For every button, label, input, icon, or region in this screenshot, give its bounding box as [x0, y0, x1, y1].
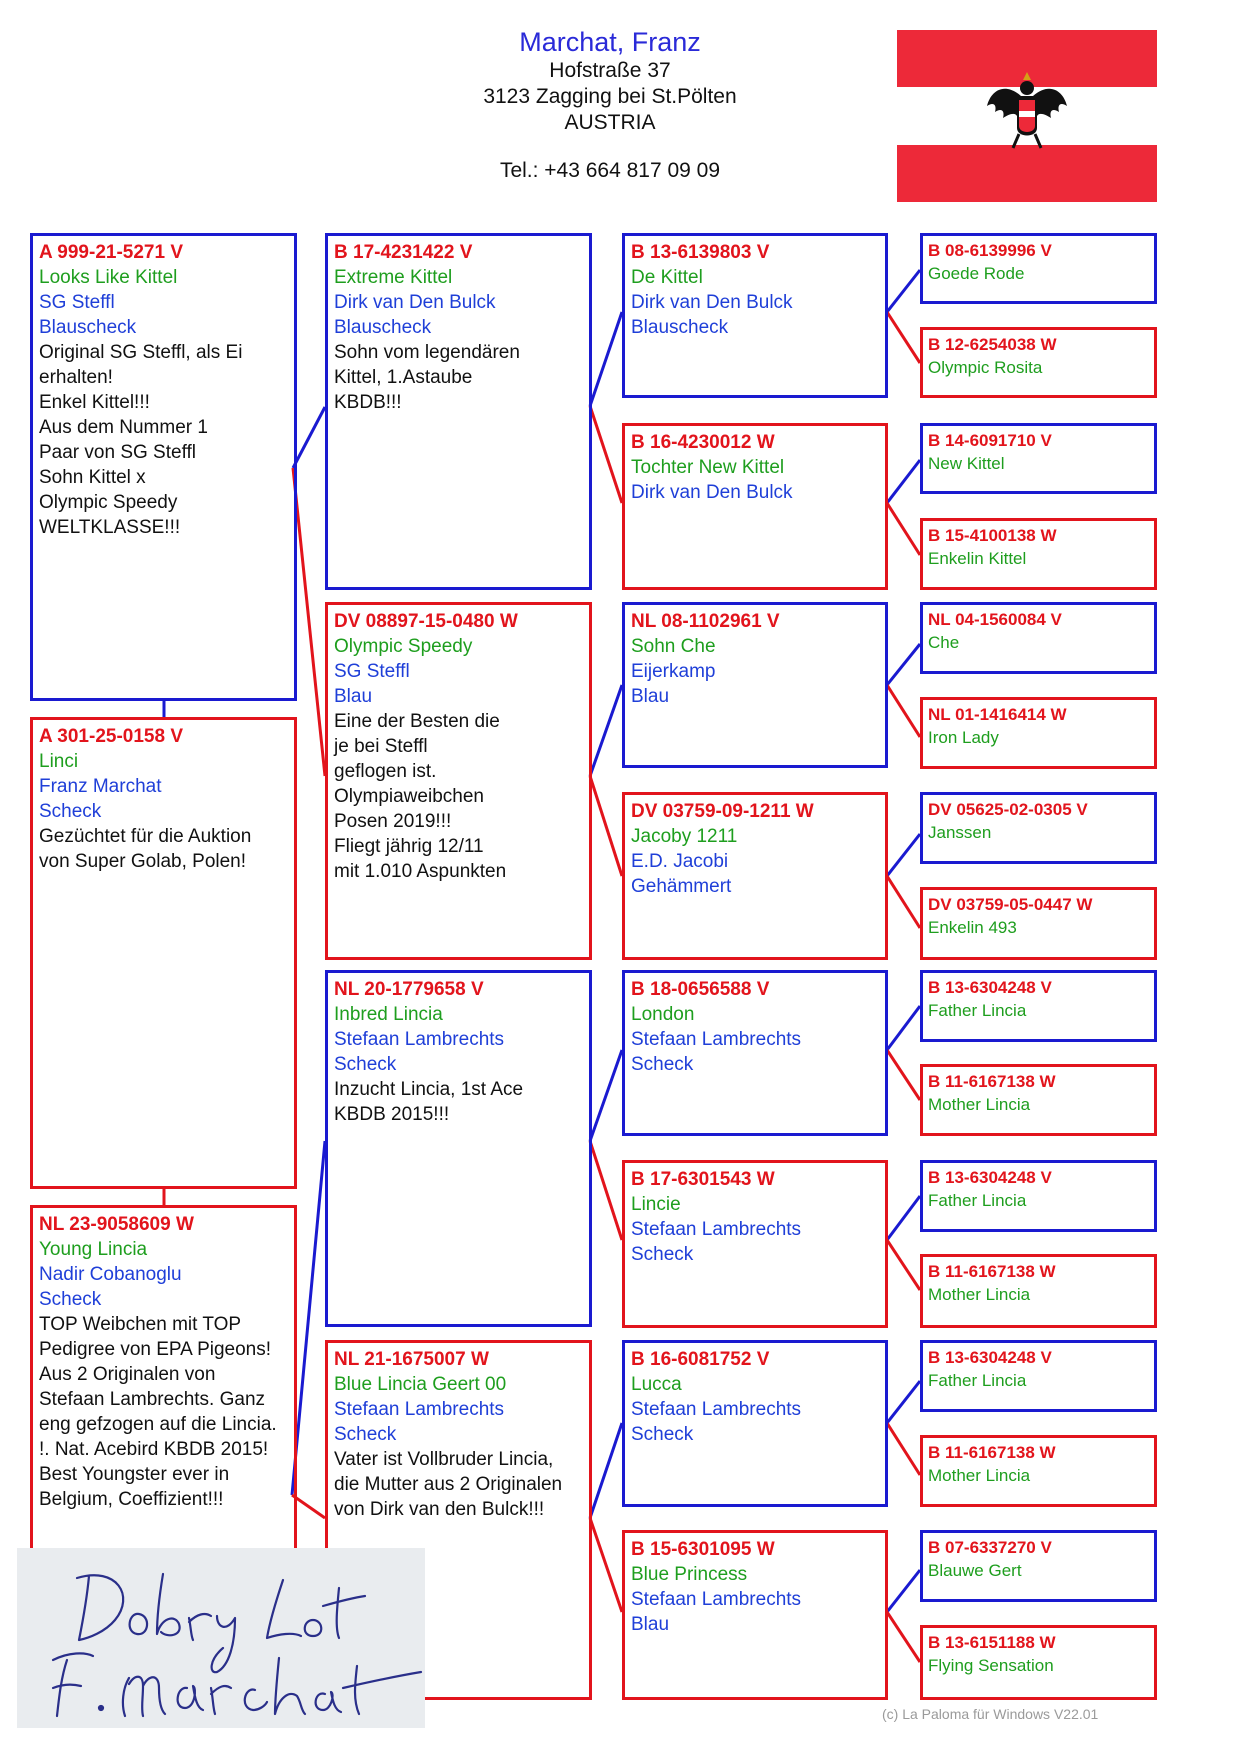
pigeon-name: Blue Lincia Geert 00: [334, 1374, 507, 1395]
pigeon-note: Vater ist Vollbruder Lincia, die Mutter aus 2 Originalen von Dirk van den Bulck!!!: [334, 1449, 563, 1520]
parent-card[interactable]: [325, 233, 592, 590]
pigeon-name: Inbred Lincia: [334, 1004, 443, 1025]
pigeon-name: Father Lincia: [928, 1371, 1027, 1390]
ring-number: DV 03759-05-0447 W: [928, 895, 1093, 914]
ring-number: B 11-6167138 W: [928, 1262, 1056, 1281]
pigeon-color: Gehämmert: [631, 876, 732, 897]
ring-number: A 999-21-5271 V: [39, 242, 184, 263]
owner-street: Hofstraße 37: [549, 59, 671, 82]
pigeon-color: Scheck: [39, 1289, 102, 1310]
great-grandparent-card[interactable]: [920, 970, 1157, 1042]
grandparent-card[interactable]: [622, 1340, 888, 1507]
ring-number: B 16-6081752 V: [631, 1349, 770, 1370]
grandparent-card[interactable]: [622, 1530, 888, 1700]
ring-number: NL 01-1416414 W: [928, 705, 1067, 724]
ring-number: B 13-6304248 V: [928, 1168, 1052, 1187]
pigeon-name: Sohn Che: [631, 636, 716, 657]
ring-number: A 301-25-0158 V: [39, 726, 184, 747]
pigeon-color: Blau: [334, 686, 373, 707]
breeder: E.D. Jacobi: [631, 851, 729, 872]
pigeon-name: Enkelin 493: [928, 918, 1017, 937]
pigeon-name: Olympic Rosita: [928, 358, 1043, 377]
pigeon-name: Blauwe Gert: [928, 1561, 1022, 1580]
breeder: Stefaan Lambrechts: [631, 1589, 802, 1610]
ring-number: B 17-4231422 V: [334, 242, 473, 263]
pigeon-name: New Kittel: [928, 454, 1005, 473]
ring-number: NL 08-1102961 V: [631, 611, 780, 632]
pigeon-color: Scheck: [631, 1244, 694, 1265]
subject-card[interactable]: [30, 233, 297, 701]
pigeon-name: Father Lincia: [928, 1191, 1027, 1210]
great-grandparent-card[interactable]: [920, 602, 1157, 674]
grandparent-card[interactable]: [622, 233, 888, 398]
ring-number: B 15-4100138 W: [928, 526, 1057, 545]
pigeon-note: TOP Weibchen mit TOP Pedigree von EPA Pigeons! Aus 2 Originalen von Stefaan Lambrechts. Ganz eng gefzogen auf die Lincia. !. Nat. Acebird KBDB 2015! Best Youngster ever in Belgium, Coeffizient!!!: [39, 1314, 277, 1510]
breeder: Dirk van Den Bulck: [631, 292, 793, 313]
ring-number: B 13-6304248 V: [928, 978, 1052, 997]
pigeon-note: Original SG Steffl, als Ei erhalten! Enkel Kittel!!! Aus dem Nummer 1 Paar von SG Steffl Sohn Kittel x Olympic Speedy WELTKLASSE!!!: [39, 342, 243, 538]
great-grandparent-card[interactable]: [920, 327, 1157, 398]
pigeon-name: Jacoby 1211: [631, 826, 738, 847]
ring-number: B 17-6301543 W: [631, 1169, 775, 1190]
grandparent-card[interactable]: [622, 423, 888, 590]
pigeon-name: Olympic Speedy: [334, 636, 473, 657]
pigeon-name: Goede Rode: [928, 264, 1025, 283]
breeder: Franz Marchat: [39, 776, 162, 797]
great-grandparent-card[interactable]: [920, 1435, 1157, 1507]
pigeon-name: Linci: [39, 751, 79, 772]
ring-number: B 18-0656588 V: [631, 979, 770, 1000]
breeder: Stefaan Lambrechts: [631, 1219, 802, 1240]
owner-name: Marchat, Franz: [519, 27, 701, 57]
pigeon-name: Tochter New Kittel: [631, 457, 785, 478]
breeder: Dirk van Den Bulck: [631, 482, 793, 503]
great-grandparent-card[interactable]: [920, 1625, 1157, 1700]
pigeon-color: Blau: [631, 1614, 670, 1635]
ring-number: B 11-6167138 W: [928, 1072, 1056, 1091]
ring-number: DV 05625-02-0305 V: [928, 800, 1088, 819]
ring-number: B 13-6151188 W: [928, 1633, 1056, 1652]
pigeon-name: Iron Lady: [928, 728, 999, 747]
pigeon-name: Flying Sensation: [928, 1656, 1054, 1675]
great-grandparent-card[interactable]: [920, 887, 1157, 960]
breeder: Nadir Cobanoglu: [39, 1264, 182, 1285]
grandparent-card[interactable]: [622, 1160, 888, 1328]
owner-phone: Tel.: +43 664 817 09 09: [499, 159, 721, 182]
pigeon-name: De Kittel: [631, 267, 703, 288]
ring-number: DV 03759-09-1211 W: [631, 801, 814, 822]
pigeon-name: Mother Lincia: [928, 1466, 1031, 1485]
great-grandparent-card[interactable]: [920, 1530, 1157, 1602]
ring-number: NL 04-1560084 V: [928, 610, 1062, 629]
pigeon-name: Young Lincia: [39, 1239, 148, 1260]
ring-number: NL 20-1779658 V: [334, 979, 484, 1000]
breeder: Eijerkamp: [631, 661, 716, 682]
pigeon-name: Extreme Kittel: [334, 267, 453, 288]
owner-country: AUSTRIA: [564, 111, 656, 134]
ring-number: B 16-4230012 W: [631, 432, 775, 453]
ring-number: B 14-6091710 V: [928, 431, 1052, 450]
pigeon-note: Inzucht Lincia, 1st Ace KBDB 2015!!!: [334, 1079, 524, 1125]
pigeon-color: Blauscheck: [631, 317, 729, 338]
pigeon-color: Blauscheck: [334, 317, 432, 338]
great-grandparent-card[interactable]: [920, 423, 1157, 494]
pigeon-name: Looks Like Kittel: [39, 267, 178, 288]
owner-city: 3123 Zagging bei St.Pölten: [483, 85, 737, 108]
ring-number: NL 23-9058609 W: [39, 1214, 194, 1235]
ring-number: B 12-6254038 W: [928, 335, 1057, 354]
great-grandparent-card[interactable]: [920, 1340, 1157, 1412]
grandparent-card[interactable]: [622, 970, 888, 1136]
great-grandparent-card[interactable]: [920, 1254, 1157, 1328]
pigeon-name: Mother Lincia: [928, 1095, 1031, 1114]
pigeon-color: Scheck: [631, 1054, 694, 1075]
breeder: Stefaan Lambrechts: [334, 1029, 505, 1050]
ring-number: B 13-6304248 V: [928, 1348, 1052, 1367]
great-grandparent-card[interactable]: [920, 1064, 1157, 1136]
pigeon-name: Che: [928, 633, 960, 652]
pigeon-color: Blau: [631, 686, 670, 707]
great-grandparent-card[interactable]: [920, 1160, 1157, 1232]
ring-number: B 15-6301095 W: [631, 1539, 775, 1560]
great-grandparent-card[interactable]: [920, 792, 1157, 864]
pigeon-note: Gezüchtet für die Auktion von Super Golab, Polen!: [39, 826, 252, 872]
handwritten-signature: [17, 1548, 425, 1728]
grandparent-card[interactable]: [622, 602, 888, 768]
ring-number: B 11-6167138 W: [928, 1443, 1056, 1462]
breeder: SG Steffl: [39, 292, 115, 313]
pigeon-color: Scheck: [39, 801, 102, 822]
ring-number: B 08-6139996 V: [928, 241, 1052, 260]
ring-number: DV 08897-15-0480 W: [334, 611, 518, 632]
pigeon-name: Enkelin Kittel: [928, 549, 1027, 568]
pigeon-name: Blue Princess: [631, 1564, 748, 1585]
pigeon-color: Scheck: [334, 1424, 397, 1445]
ring-number: B 07-6337270 V: [928, 1538, 1052, 1557]
great-grandparent-card[interactable]: [920, 233, 1157, 304]
pigeon-name: London: [631, 1004, 695, 1025]
pigeon-note: Sohn vom legendären Kittel, 1.Astaube KBDB!!!: [334, 342, 520, 413]
parent-card[interactable]: [325, 970, 592, 1327]
ring-number: B 13-6139803 V: [631, 242, 770, 263]
pigeon-color: Scheck: [631, 1424, 694, 1445]
great-grandparent-card[interactable]: [920, 518, 1157, 590]
sibling-card[interactable]: [30, 717, 297, 1189]
breeder: Dirk van Den Bulck: [334, 292, 496, 313]
pigeon-name: Lucca: [631, 1374, 682, 1395]
pigeon-note: Eine der Besten die je bei Steffl geflogen ist. Olympiaweibchen Posen 2019!!! Fliegt jährig 12/11 mit 1.010 Aspunkten: [334, 711, 507, 882]
pigeon-name: Mother Lincia: [928, 1285, 1031, 1304]
great-grandparent-card[interactable]: [920, 697, 1157, 769]
grandparent-card[interactable]: [622, 792, 888, 960]
breeder: Stefaan Lambrechts: [631, 1029, 802, 1050]
sibling-card[interactable]: [30, 1205, 297, 1555]
parent-card[interactable]: [325, 602, 592, 960]
pigeon-name: Father Lincia: [928, 1001, 1027, 1020]
pigeon-color: Scheck: [334, 1054, 397, 1075]
breeder: SG Steffl: [334, 661, 410, 682]
pigeon-color: Blauscheck: [39, 317, 137, 338]
ring-number: NL 21-1675007 W: [334, 1349, 489, 1370]
pigeon-name: Janssen: [928, 823, 992, 842]
breeder: Stefaan Lambrechts: [334, 1399, 505, 1420]
breeder: Stefaan Lambrechts: [631, 1399, 802, 1420]
copyright-footer: (c) La Paloma für Windows V22.01: [882, 1706, 1099, 1722]
pigeon-name: Lincie: [631, 1194, 681, 1215]
